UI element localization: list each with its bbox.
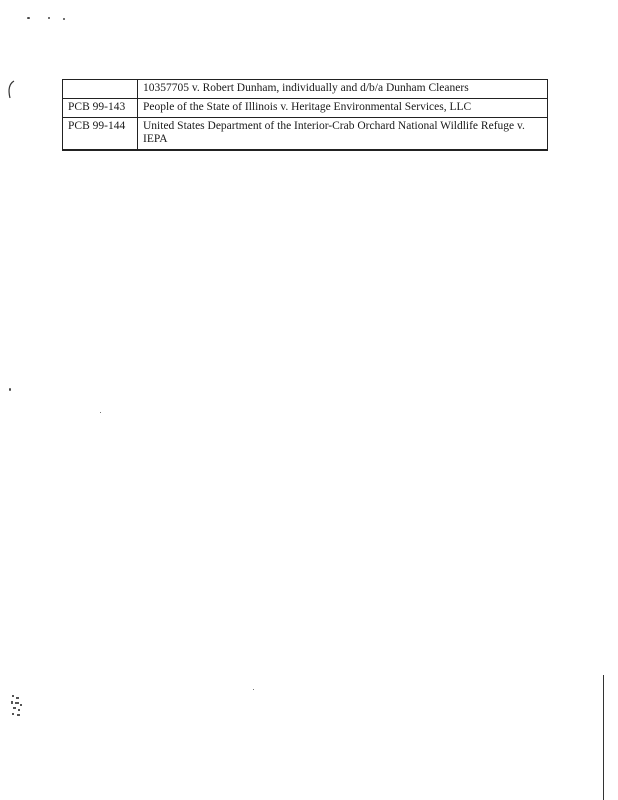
scan-mark xyxy=(6,80,16,100)
scan-speck xyxy=(27,17,30,19)
case-title-cell: United States Department of the Interior-Crab Orchard National Wildlife Refuge v. IEPA xyxy=(138,118,548,151)
case-number-cell: PCB 99-143 xyxy=(63,99,138,118)
case-title-cell: People of the State of Illinois v. Heritage Environmental Services, LLC xyxy=(138,99,548,118)
scan-speck xyxy=(9,388,11,391)
scan-edge-line xyxy=(603,675,604,800)
scan-speck xyxy=(253,689,254,690)
scan-smudge xyxy=(8,693,28,719)
case-title-cell: 10357705 v. Robert Dunham, individually and d/b/a Dunham Cleaners xyxy=(138,80,548,99)
table-row xyxy=(63,80,548,99)
case-number-cell xyxy=(63,80,138,99)
case-number-cell: PCB 99-144 xyxy=(63,118,138,151)
table-row xyxy=(63,118,548,151)
case-listing-table xyxy=(62,79,548,151)
scan-speck xyxy=(48,17,50,19)
scan-speck xyxy=(100,412,101,413)
table-row xyxy=(63,99,548,118)
scan-speck xyxy=(63,18,65,20)
